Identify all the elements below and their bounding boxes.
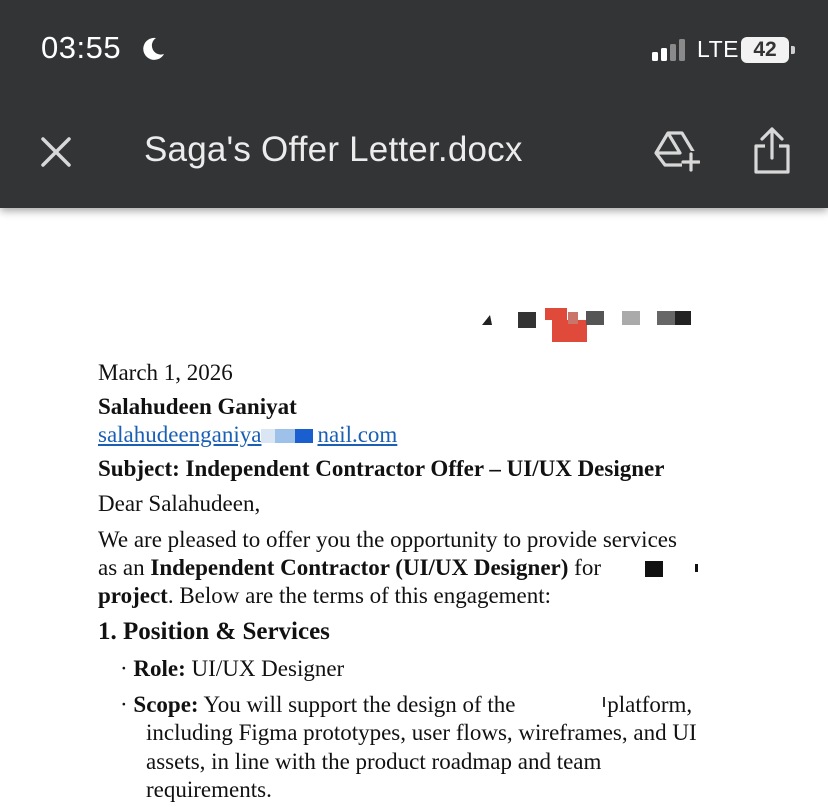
- email-redaction: [261, 425, 317, 449]
- scope-bullet: [120, 692, 692, 719]
- scope-label: Scope:: [133, 692, 199, 717]
- bullet-dot: ·: [120, 692, 128, 717]
- share-icon[interactable]: [752, 126, 792, 176]
- contractor-role-bold: Independent Contractor (UI/UX Designer): [150, 555, 569, 580]
- platform-name-redaction: [521, 695, 607, 719]
- company-name-redaction: [607, 558, 699, 582]
- company-logo-redacted: [482, 308, 697, 348]
- cellular-signal-icon: [652, 39, 690, 61]
- network-type: LTE: [697, 36, 739, 62]
- email-link-end[interactable]: nail.com: [317, 422, 398, 447]
- bullet-dot: ·: [120, 656, 128, 681]
- intro-line-2-suffix: for: [568, 555, 601, 580]
- battery-indicator: 42: [741, 37, 789, 63]
- do-not-disturb-moon-icon: [140, 36, 166, 62]
- section-1-heading: 1. Position & Services: [98, 618, 330, 645]
- intro-line-3: [98, 583, 551, 609]
- scope-text-end: platform,: [607, 692, 693, 717]
- scope-line-4: requirements.: [146, 777, 272, 802]
- battery-tip: [791, 46, 795, 54]
- subject-line: Subject: Independent Contractor Offer – UI/UX Designer: [98, 456, 665, 481]
- close-icon[interactable]: [38, 134, 74, 170]
- salutation: Dear Salahudeen,: [98, 491, 261, 516]
- scope-line-2: including Figma prototypes, user flows, wireframes, and UI: [146, 720, 697, 745]
- intro-line-2: [98, 555, 699, 582]
- add-to-drive-icon[interactable]: [652, 129, 700, 173]
- email-link-start[interactable]: salahudeenganiya: [98, 422, 262, 447]
- scope-text-start: You will support the design of the: [198, 692, 516, 717]
- recipient-email[interactable]: [98, 422, 397, 449]
- intro-line-3-rest: . Below are the terms of this engagement:: [167, 583, 552, 608]
- status-time: 03:55: [41, 30, 122, 65]
- document-page: [0, 208, 828, 807]
- top-app-bar: [0, 0, 828, 208]
- letter-date: March 1, 2026: [98, 360, 233, 385]
- document-title: Saga's Offer Letter.docx: [144, 130, 523, 169]
- scope-line-3: assets, in line with the product roadmap and team: [146, 749, 602, 774]
- role-value: UI/UX Designer: [185, 656, 345, 681]
- recipient-name: Salahudeen Ganiyat: [98, 394, 297, 419]
- role-label: Role:: [133, 656, 186, 681]
- intro-line-1: We are pleased to offer you the opportunity to provide services: [98, 527, 677, 552]
- project-bold: project: [98, 583, 168, 608]
- intro-line-2-prefix: as an: [98, 555, 151, 580]
- role-bullet: [120, 656, 344, 682]
